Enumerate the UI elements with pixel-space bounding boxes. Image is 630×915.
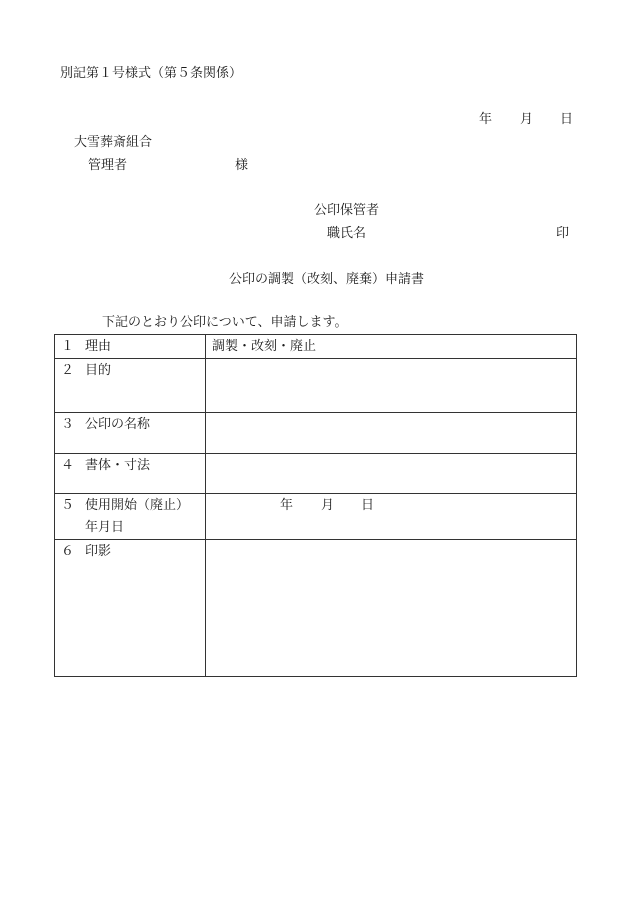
- row-label: 印影: [85, 544, 112, 559]
- applicant-name-label: 職氏名: [327, 226, 367, 241]
- row-number: ６: [61, 544, 75, 559]
- reason-options: 調製・改刻・廃止: [212, 339, 317, 354]
- addressee-honorific: 様: [235, 158, 249, 173]
- purpose-field[interactable]: [206, 359, 577, 413]
- seal-mark: 印: [556, 226, 570, 241]
- intro-text: 下記のとおり公印について、申請します。: [102, 315, 348, 330]
- table-row: [55, 540, 577, 677]
- table-row: [55, 335, 577, 359]
- typeface-size-field[interactable]: [206, 454, 577, 494]
- row-label-cell: [55, 494, 206, 540]
- row-number: １: [61, 339, 75, 354]
- row-label: 公印の名称: [85, 417, 151, 432]
- date-month: 月: [520, 112, 534, 127]
- row-label: 理由: [85, 339, 112, 354]
- row-number: ５: [61, 498, 75, 513]
- date-day: 日: [560, 112, 574, 127]
- row-label: 目的: [85, 363, 112, 378]
- row-label-cell: [55, 454, 206, 494]
- start-date-year: 年: [280, 498, 294, 513]
- seal-name-field[interactable]: [206, 413, 577, 454]
- row-label-cell: [55, 359, 206, 413]
- table-row: [55, 359, 577, 413]
- row-label-cell: [55, 335, 206, 359]
- date-year: 年: [479, 112, 493, 127]
- row-number: ２: [61, 363, 75, 378]
- table-row: [55, 494, 577, 540]
- start-date-month: 月: [321, 498, 335, 513]
- addressee-title: 管理者: [88, 158, 128, 173]
- table-row: [55, 454, 577, 494]
- table-row: [55, 413, 577, 454]
- row-label-cell: [55, 540, 206, 677]
- form-number: 別記第１号様式（第５条関係）: [60, 66, 243, 81]
- row-number: ４: [61, 458, 75, 473]
- reason-field[interactable]: [206, 335, 577, 359]
- addressee-org: 大雪葬斎組合: [74, 135, 153, 150]
- application-table: [54, 334, 577, 677]
- document-title: 公印の調製（改刻、廃棄）申請書: [229, 272, 425, 287]
- row-label: 書体・寸法: [85, 458, 151, 473]
- applicant-heading: 公印保管者: [314, 203, 380, 218]
- start-date-day: 日: [361, 498, 375, 513]
- seal-impression-field[interactable]: [206, 540, 577, 677]
- row-label-cell: [55, 413, 206, 454]
- row-sublabel: 年月日: [85, 520, 125, 535]
- start-date-field[interactable]: [206, 494, 577, 540]
- row-number: ３: [61, 417, 75, 432]
- row-label: 使用開始（廃止）: [85, 498, 190, 513]
